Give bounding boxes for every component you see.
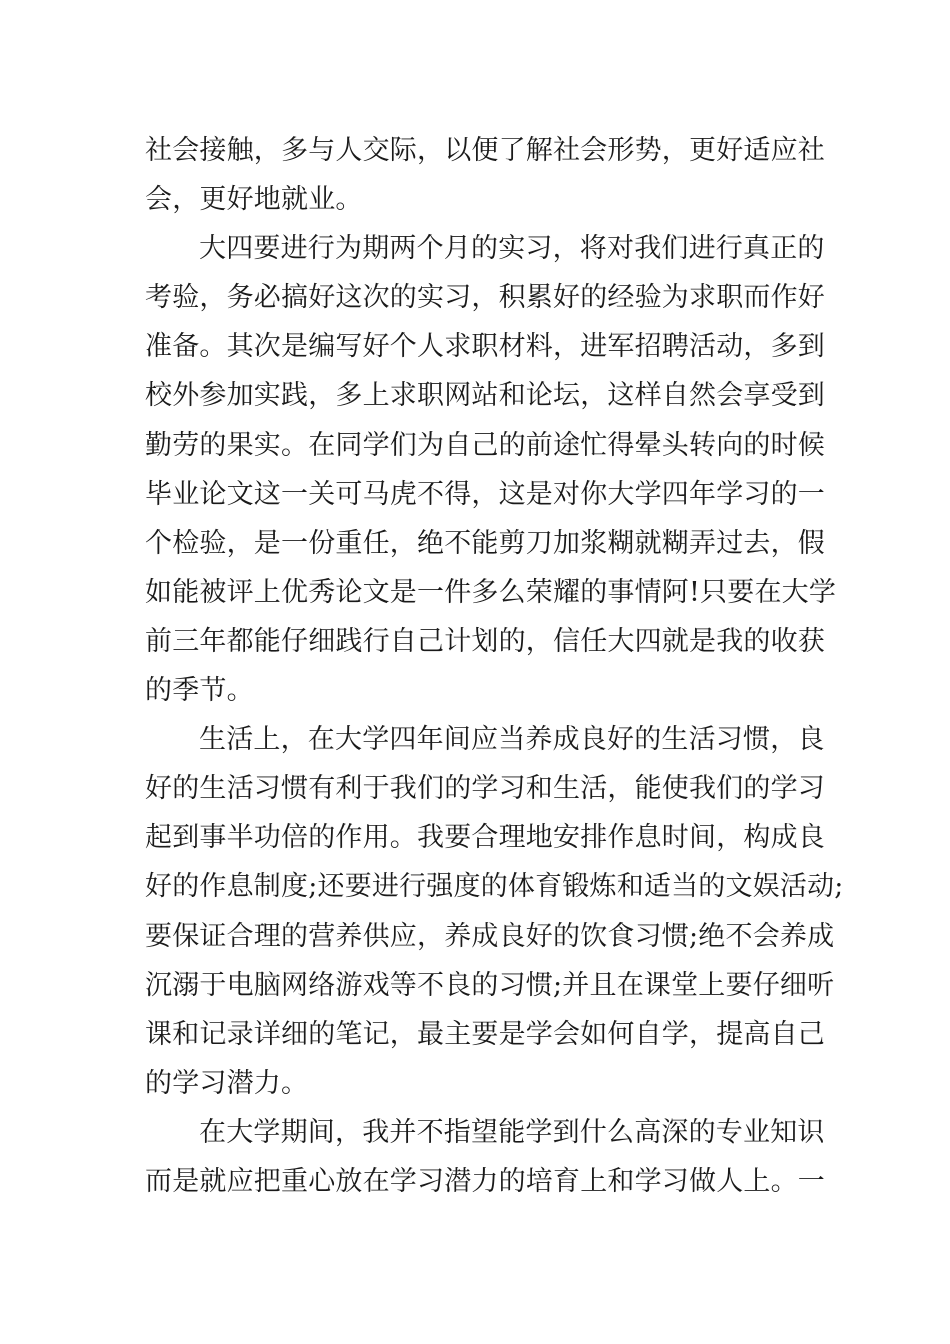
text-line: 的学习潜力。 <box>145 1067 309 1099</box>
text-line: 毕业论文这一关可马虎不得，这是对你大学四年学习的一 <box>145 478 825 510</box>
paragraph-start-line: 在大学期间，我并不指望能学到什么高深的专业知识 <box>199 1116 825 1148</box>
text-line: 沉溺于电脑网络游戏等不良的习惯;并且在课堂上要仔细听 <box>145 969 835 1001</box>
text-line: 好的生活习惯有利于我们的学习和生活，能使我们的学习 <box>145 773 825 805</box>
text-line: 考验，务必搞好这次的实习，积累好的经验为求职而作好 <box>145 282 825 314</box>
text-line: 如能被评上优秀论文是一件多么荣耀的事情阿!只要在大学 <box>145 576 837 608</box>
paragraph-start-line: 生活上，在大学四年间应当养成良好的生活习惯，良 <box>199 724 825 756</box>
text-line: 课和记录详细的笔记，最主要是学会如何自学，提高自己 <box>145 1018 825 1050</box>
text-line: 会，更好地就业。 <box>145 184 363 216</box>
document-body <box>145 126 844 1206</box>
text-line: 校外参加实践，多上求职网站和论坛，这样自然会享受到 <box>145 380 825 412</box>
paragraph-start-line: 大四要进行为期两个月的实习，将对我们进行真正的 <box>199 233 825 265</box>
text-line: 个检验，是一份重任，绝不能剪刀加浆糊就糊弄过去，假 <box>145 527 825 559</box>
text-line: 好的作息制度;还要进行强度的体育锻炼和适当的文娱活动; <box>145 871 844 903</box>
text-line: 勤劳的果实。在同学们为自己的前途忙得晕头转向的时候 <box>145 429 825 461</box>
text-line: 准备。其次是编写好个人求职材料，进军招聘活动，多到 <box>145 331 825 363</box>
text-line: 而是就应把重心放在学习潜力的培育上和学习做人上。一 <box>145 1165 825 1197</box>
text-line: 的季节。 <box>145 675 254 707</box>
text-line: 前三年都能仔细践行自己计划的，信任大四就是我的收获 <box>145 625 825 657</box>
text-line: 社会接触，多与人交际，以便了解社会形势，更好适应社 <box>145 135 825 166</box>
text-line: 要保证合理的营养供应，养成良好的饮食习惯;绝不会养成 <box>145 920 835 952</box>
text-line: 起到事半功倍的作用。我要合理地安排作息时间，构成良 <box>145 822 825 854</box>
